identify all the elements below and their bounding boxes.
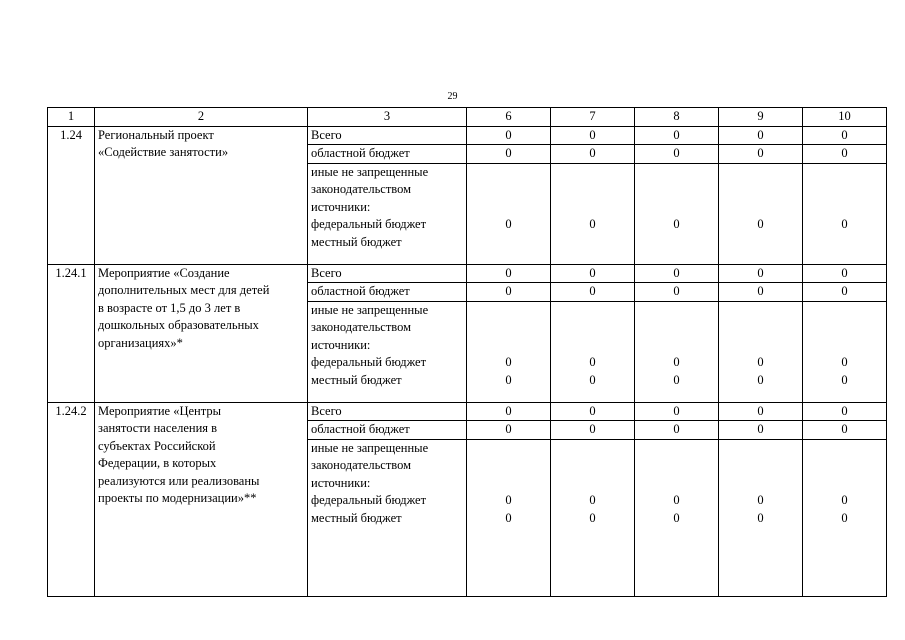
source-other-line: иные не запрещенные (311, 302, 429, 317)
source-other-line: законодательством (311, 458, 412, 472)
value-federal: 0 (841, 217, 848, 231)
row-name-line: Федерации, в которых (98, 456, 217, 470)
value-total: 0 (551, 126, 635, 145)
source-other-line: источники: (311, 199, 371, 214)
value-federal: 0 (841, 355, 848, 369)
value-federal: 0 (505, 217, 512, 231)
value-local: 0 (757, 510, 764, 525)
value-other-cell (719, 163, 803, 264)
value-regional: 0 (719, 145, 803, 164)
value-local: 0 (673, 510, 680, 525)
source-local-label: местный бюджет (311, 510, 402, 525)
value-regional: 0 (551, 421, 635, 440)
row-name-line: дополнительных мест для детей (98, 283, 270, 297)
value-regional: 0 (803, 283, 887, 302)
value-local: 0 (589, 372, 596, 387)
value-total: 0 (635, 264, 719, 283)
value-federal: 0 (673, 355, 680, 369)
row-name (95, 402, 308, 596)
row-name-line: проекты по модернизации»** (98, 491, 257, 505)
value-other-cell (635, 439, 719, 596)
value-total: 0 (467, 402, 551, 421)
value-local (470, 234, 547, 252)
row-name-line: «Содействие занятости» (98, 145, 229, 159)
value-federal: 0 (589, 355, 596, 369)
row-code: 1.24.1 (48, 264, 95, 402)
value-federal: 0 (505, 355, 512, 369)
value-federal: 0 (757, 217, 764, 231)
value-other-cell (551, 163, 635, 264)
value-total: 0 (803, 126, 887, 145)
table-row (48, 264, 887, 283)
value-regional: 0 (551, 283, 635, 302)
value-local: 0 (841, 372, 848, 387)
value-local (806, 234, 883, 252)
source-other-line: источники: (311, 337, 371, 352)
row-name-line: дошкольных образовательных (98, 318, 259, 332)
table-row (48, 402, 887, 421)
source-regional-label: областной бюджет (308, 283, 467, 302)
value-local: 0 (505, 510, 512, 525)
value-other-cell (467, 163, 551, 264)
row-name-line: Мероприятие «Создание (98, 265, 230, 280)
value-regional: 0 (467, 145, 551, 164)
source-other-line: законодательством (311, 182, 412, 196)
value-total: 0 (551, 264, 635, 283)
value-federal: 0 (757, 493, 764, 507)
header-col-2: 2 (95, 108, 308, 127)
value-federal: 0 (589, 493, 596, 507)
value-regional: 0 (635, 145, 719, 164)
row-name-line: субъектах Российской (98, 438, 216, 453)
page-number: 29 (447, 91, 458, 102)
source-regional-label: областной бюджет (308, 145, 467, 164)
value-federal: 0 (673, 493, 680, 507)
value-total: 0 (635, 402, 719, 421)
value-local: 0 (505, 372, 512, 387)
source-local-label: местный бюджет (311, 372, 402, 387)
source-other-cell (308, 439, 467, 596)
table-row (48, 126, 887, 145)
value-total: 0 (719, 264, 803, 283)
value-total: 0 (719, 402, 803, 421)
value-regional: 0 (467, 421, 551, 440)
value-regional: 0 (635, 421, 719, 440)
row-name-line: в возрасте от 1,5 до 3 лет в (98, 300, 241, 315)
value-regional: 0 (719, 283, 803, 302)
value-regional: 0 (803, 145, 887, 164)
row-name-line: Региональный проект (98, 127, 214, 142)
value-federal: 0 (841, 493, 848, 507)
value-regional: 0 (551, 145, 635, 164)
value-local: 0 (673, 372, 680, 387)
value-total: 0 (719, 126, 803, 145)
value-other-cell (635, 163, 719, 264)
source-other-line: иные не запрещенные (311, 440, 429, 455)
value-other-cell (467, 301, 551, 402)
value-total: 0 (467, 126, 551, 145)
header-row (48, 108, 887, 127)
value-other-cell (719, 301, 803, 402)
value-local: 0 (589, 510, 596, 525)
row-code: 1.24.2 (48, 402, 95, 596)
value-regional: 0 (467, 283, 551, 302)
value-federal: 0 (673, 217, 680, 231)
source-federal-label: федеральный бюджет (311, 355, 427, 369)
value-local (722, 234, 799, 252)
value-other-cell (551, 301, 635, 402)
row-name-line: реализуются или реализованы (98, 473, 260, 488)
value-total: 0 (551, 402, 635, 421)
value-federal: 0 (589, 217, 596, 231)
header-col-7: 7 (551, 108, 635, 127)
source-federal-label: федеральный бюджет (311, 493, 427, 507)
value-other-cell (551, 439, 635, 596)
row-name (95, 264, 308, 402)
row-name (95, 126, 308, 264)
value-total: 0 (635, 126, 719, 145)
value-local: 0 (757, 372, 764, 387)
header-col-10: 10 (803, 108, 887, 127)
value-other-cell (803, 301, 887, 402)
source-regional-label: областной бюджет (308, 421, 467, 440)
budget-table (47, 107, 887, 597)
value-total: 0 (803, 402, 887, 421)
value-federal: 0 (757, 355, 764, 369)
source-other-line: иные не запрещенные (311, 164, 429, 179)
source-total-label: Всего (308, 126, 467, 145)
row-name-line: Мероприятие «Центры (98, 403, 221, 418)
source-other-line: законодательством (311, 320, 412, 334)
value-other-cell (719, 439, 803, 596)
source-local-label: местный бюджет (311, 234, 402, 249)
value-other-cell (635, 301, 719, 402)
value-total: 0 (467, 264, 551, 283)
value-regional: 0 (719, 421, 803, 440)
row-code: 1.24 (48, 126, 95, 264)
source-total-label: Всего (308, 402, 467, 421)
value-other-cell (467, 439, 551, 596)
source-federal-label: федеральный бюджет (311, 217, 427, 231)
value-regional: 0 (635, 283, 719, 302)
value-local: 0 (841, 510, 848, 525)
header-col-9: 9 (719, 108, 803, 127)
value-local (554, 234, 631, 252)
row-name-line: организациях»* (98, 335, 183, 350)
source-total-label: Всего (308, 264, 467, 283)
header-col-8: 8 (635, 108, 719, 127)
source-other-cell (308, 163, 467, 264)
value-other-cell (803, 163, 887, 264)
value-other-cell (803, 439, 887, 596)
value-total: 0 (803, 264, 887, 283)
value-federal: 0 (505, 493, 512, 507)
row-name-line: занятости населения в (98, 421, 218, 435)
header-col-1: 1 (48, 108, 95, 127)
value-regional: 0 (803, 421, 887, 440)
header-col-6: 6 (467, 108, 551, 127)
header-col-3: 3 (308, 108, 467, 127)
value-local (638, 234, 715, 252)
source-other-line: источники: (311, 475, 371, 490)
source-other-cell (308, 301, 467, 402)
